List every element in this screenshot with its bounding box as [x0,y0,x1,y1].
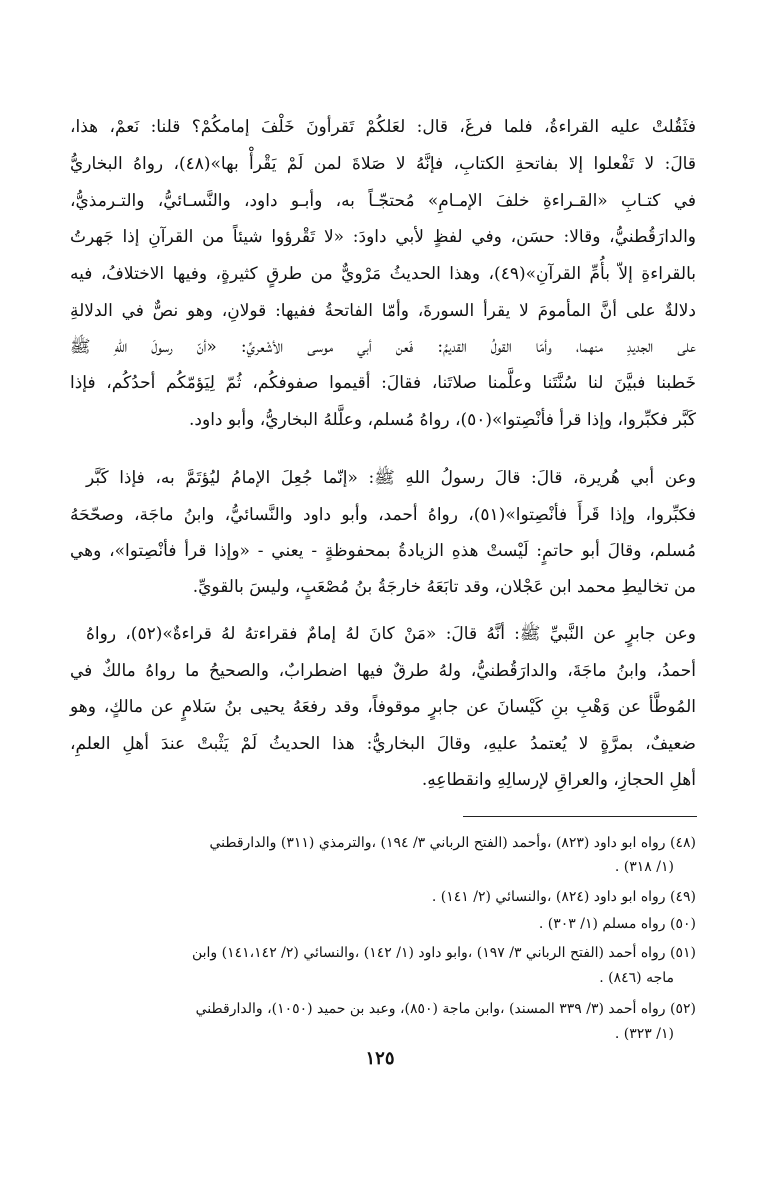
text-line: أهلِ الحجازِ، والعراقِ لإرسالِهِ وانقطاعِهِ. [421,770,696,790]
text-line: وعن جابرٍ عن النَّبيِّ ﷺ: أنَّهُ قالَ: «مَنْ كانَ لهُ إمامٌ فقراءتهُ لهُ قراءةٌ»(٥٢)، رواهُ [86,624,696,644]
text-line: قالَ: لا تَفْعلوا إلا بفاتحةِ الكتابِ، فإنَّهُ لا صَلاةَ لمن لَمْ يَقْرأْ بها»(٤٨)، رواهُ البخاريُّ [70,154,696,174]
footnote-line: (٤٨) رواه ابو داود (٨٢٣) ،وأحمد (الفتح الرباني ٣/ ١٩٤) ،والترمذي (٣١١) والدارقطني [209,835,696,851]
text-line: مُسلم، وقالَ أبو حاتمٍ: لَيْستْ هذهِ الزيادةُ بمحفوظةٍ - يعني - «وإذا قرأ فأنْصِتوا»، وهي [70,541,696,561]
footnote-line: (٥٠) رواه مسلم (١/ ٣٠٣) . [538,916,696,932]
text-line: فثَقُلتْ عليه القراءةُ، فلما فرغَ، قال: لعَلكُمْ تَقرأونَ خَلْفَ إمامكُمْ؟ قلنا: نَعمْ، هذا، [70,117,696,137]
text-line: من تخاليطِ محمد ابن عَجْلان، وقد تابَعَهُ خارجَةُ بنُ مُصْعَبٍ، وليسَ بالقويِّ. [192,577,696,597]
footnote-line: (٤٩) رواه ابو داود (٨٢٤) ،والنسائي (٢/ ١٤١) . [431,889,696,905]
footnote-line: ماجه (٨٤٦) . [599,970,674,986]
text-line: دلالةٌ على أنَّ المأمومَ لا يقرأ السورةَ، وأمّا الفاتحةُ ففيها: قولانِ، وهو نصٌّ في الدلالةِ [70,301,696,321]
text-line: على الجديدِ منهما، وأمّا القولُ القديمُ: فَعن أبي موسى الأشْعريِّ: «أنّ رسولَ اللهِ ﷺ [70,337,696,357]
footnote-line: (٥٢) رواه أحمد (٣/ ٣٣٩ المسند) ،وابن ماجة (٨٥٠)، وعبد بن حميد (١٠٥٠)، والدارقطني [195,1001,696,1017]
text-line: في كتـابِ «القـراءةِ خلفَ الإمـامِ» مُحتجّـاً به، وأبـو داود، والنَّسـائيُّ، والتـرمذيُّ، [70,191,696,211]
page-number: ١٢٥ [365,1048,395,1069]
text-line: وعن أبي هُريرة، قالَ: قالَ رسولُ اللهِ ﷺ: «إنّما جُعِلَ الإمامُ ليُؤتَمَّ به، فإذا كَبَّر [86,468,696,488]
text-line: كَبَّر فكبِّروا، وإذا قرأ فأنْصِتوا»(٥٠)، رواهُ مُسلم، وعلَّلهُ البخاريُّ، وأبو داود. [189,410,696,430]
text-line: خَطبنا فبيَّنَ لنا سُنَّتَنا وعلَّمنا صلاتَنا، فقالَ: أقيموا صفوفكُم، ثُمّ لِيَؤمّكُم أحدُكُم، فإذا [70,373,696,393]
footnote-line: (١/ ٣٢٣) . [614,1026,674,1042]
footnote-line: (٥١) رواه أحمد (الفتح الرباني ٣/ ١٩٧) ،وابو داود (١/ ١٤٢) ،والنسائي (٢/ ١٤١،١٤٢) وابن [191,945,696,961]
footnote-separator [463,816,697,817]
footnote-line: (١/ ٣١٨) . [614,859,674,875]
text-line: والدارَقُطنيُّ، وقالا: حسَن، وفي لفظٍ لأبي داودَ: «لا تَقْرؤوا شيئاً من القرآنِ إذا جَهرتُ [70,227,696,247]
text-line: أحمدُ، وابنُ ماجَةَ، والدارَقُطنيُّ، ولهُ طرقٌ فيها اضطرابٌ، والصحيحُ ما رواهُ مالكٌ في [70,661,696,681]
text-line: المُوطَّأ عن وَهْبِ بنِ كَيْسانَ عن جابرٍ موقوفاً، وقد رفعَهُ يحيى بنُ سَلامٍ عن مالكٍ، وهو [70,697,696,717]
text-line: فكبِّروا، وإذا قَرأَ فأنْصِتوا»(٥١)، رواهُ أحمد، وأبو داود والنَّسائيُّ، وابنُ ماجَة، وصحّحَهُ [70,505,696,525]
text-line: بالقراءةِ إلاّ بأُمِّ القرآنِ»(٤٩)، وهذا الحديثُ مَرْويٌّ من طرقٍ كثيرةٍ، وفيها الاختلافُ، فيه [70,264,696,284]
text-line: ضعيفٌ، بمرَّةٍ لا يُعتمدُ عليهِ، وقالَ البخاريُّ: هذا الحديثُ لَمْ يَثْبتْ عندَ أهلِ العلمِ، [70,734,696,754]
